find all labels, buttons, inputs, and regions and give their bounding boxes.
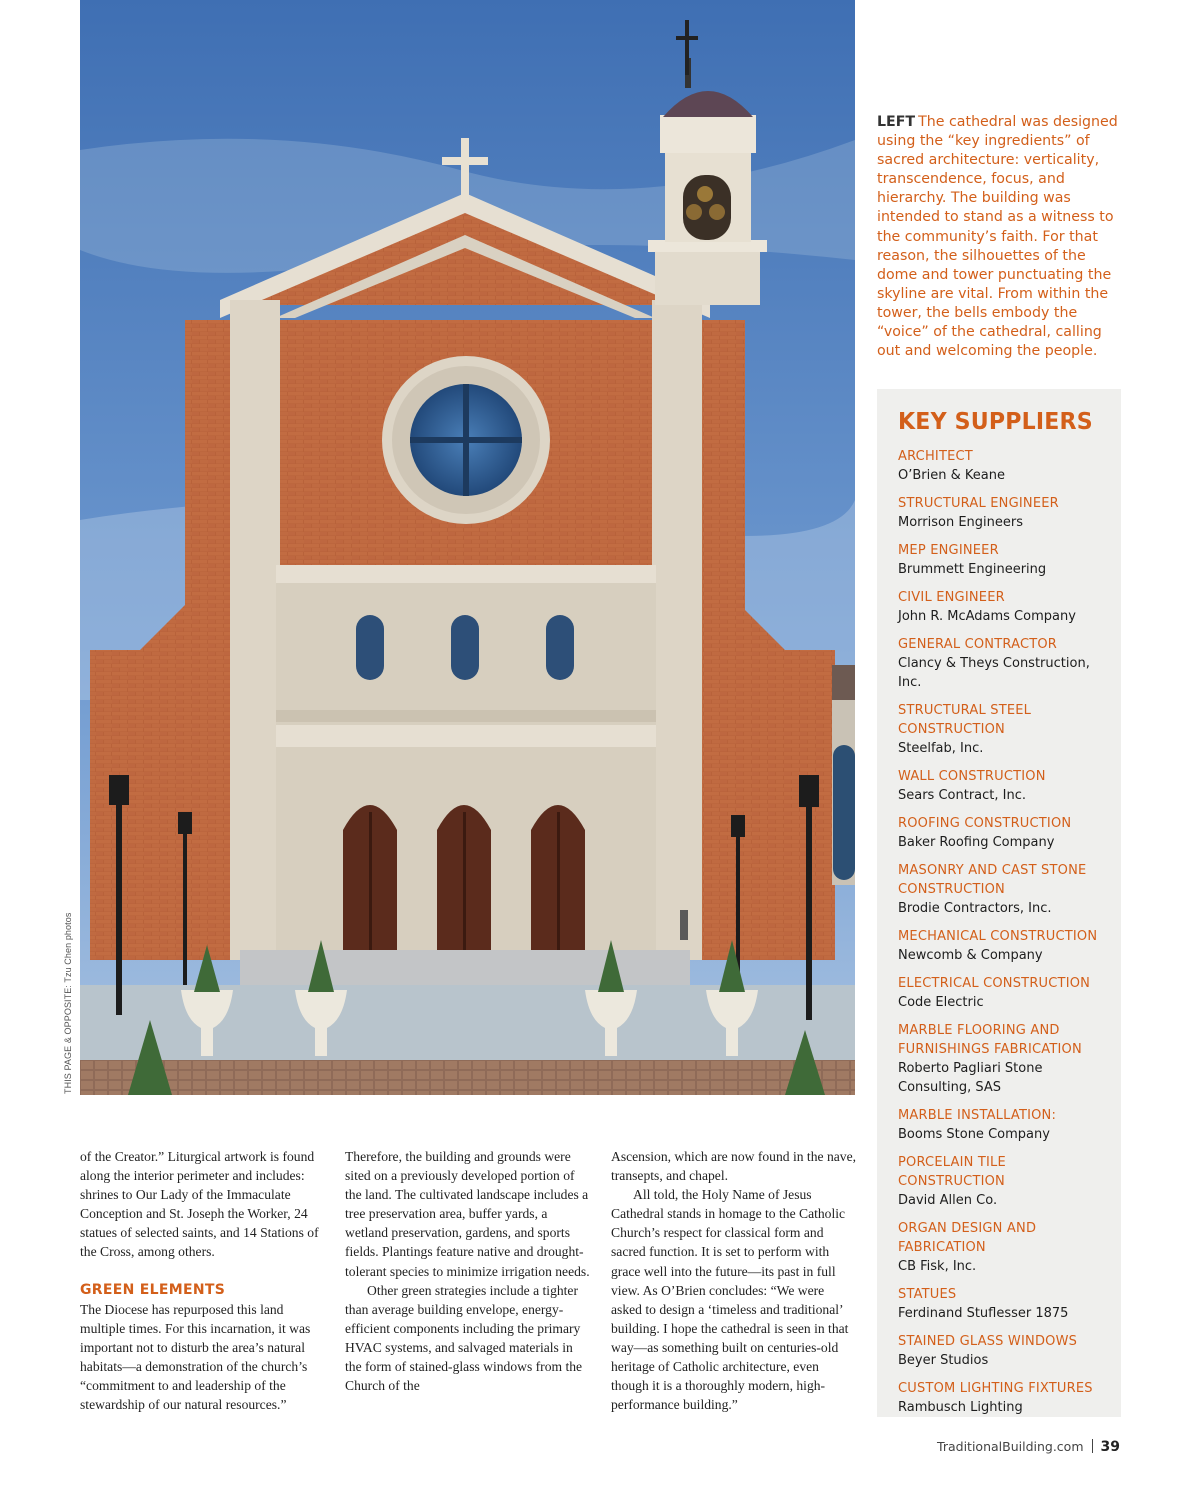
photo-credit: THIS PAGE & OPPOSITE: Tzu Chen photos: [63, 912, 73, 1094]
supplier-entry: [898, 1021, 1109, 1097]
supplier-role: MARBLE FLOORING AND FURNISHINGS FABRICATION: [898, 1023, 1082, 1057]
supplier-name: Brummett Engineering: [898, 562, 1047, 577]
supplier-entry: [898, 494, 1109, 532]
supplier-name: Morrison Engineers: [898, 515, 1024, 530]
supplier-entry: [898, 814, 1109, 852]
supplier-name: David Allen Co.: [898, 1193, 998, 1208]
supplier-entry: [898, 927, 1109, 965]
supplier-role: MARBLE INSTALLATION:: [898, 1108, 1057, 1123]
supplier-entry: [898, 447, 1109, 485]
supplier-name: Roberto Pagliari Stone Consulting, SAS: [898, 1061, 1043, 1095]
key-suppliers-box: [877, 389, 1121, 1417]
paragraph: of the Creator.” Liturgical artwork is found along the interior perimeter and includes: shrines to Our Lady of the Immaculate Conception and St. Joseph the Worker, 24 statues of selected saints, and 14 Stations of the Cross, among others.: [80, 1149, 319, 1260]
supplier-role: ARCHITECT: [898, 449, 973, 464]
supplier-entry: [898, 1219, 1109, 1276]
supplier-name: Brodie Contractors, Inc.: [898, 901, 1052, 916]
supplier-role: ROOFING CONSTRUCTION: [898, 816, 1072, 831]
supplier-name: Baker Roofing Company: [898, 835, 1055, 850]
supplier-role: MEP ENGINEER: [898, 543, 999, 558]
supplier-role: GENERAL CONTRACTOR: [898, 637, 1058, 652]
supplier-role: CIVIL ENGINEER: [898, 590, 1005, 605]
supplier-role: CUSTOM LIGHTING FIXTURES: [898, 1381, 1093, 1396]
supplier-name: Steelfab, Inc.: [898, 741, 984, 756]
paragraph: Ascension, which are now found in the nave, transepts, and chapel.: [611, 1149, 856, 1184]
supplier-name: John R. McAdams Company: [898, 609, 1076, 624]
page-number: 39: [1100, 1439, 1120, 1455]
supplier-name: Booms Stone Company: [898, 1127, 1050, 1142]
supplier-entry: [898, 974, 1109, 1012]
photo-caption: [877, 113, 1125, 361]
supplier-name: Newcomb & Company: [898, 948, 1043, 963]
paragraph: Therefore, the building and grounds were sited on a previously developed portion of the land. The cultivated landscape includes a tree preservation area, buffer yards, a wetland preservation, gardens, and sports fields. Plantings feature native and drought-tolerant species to minimize irrigation needs.: [345, 1149, 590, 1279]
footer-divider: [1092, 1439, 1093, 1453]
supplier-name: Beyer Studios: [898, 1353, 989, 1368]
article-column-3: [611, 1147, 857, 1414]
key-suppliers-title: KEY SUPPLIERS: [898, 409, 1093, 435]
supplier-name: CB Fisk, Inc.: [898, 1259, 977, 1274]
paragraph: Other green strategies include a tighter than average building envelope, energy-efficient components including the primary HVAC systems, and salvaged materials in the form of stained-glass windows from the Church of the: [345, 1282, 583, 1394]
supplier-role: MECHANICAL CONSTRUCTION: [898, 929, 1098, 944]
supplier-role: ELECTRICAL CONSTRUCTION: [898, 976, 1091, 991]
supplier-name: Clancy & Theys Construction, Inc.: [898, 656, 1090, 690]
supplier-entry: [898, 767, 1109, 805]
paragraph: All told, the Holy Name of Jesus Cathedral stands in homage to the Catholic Church’s respect for classical form and sacred function. It is set to perform with grace well into the future—its past in full view. As O’Brien concludes: “We were asked to design a ‘timeless and traditional’ building. I hope the cathedral is seen in that way—as something built on centuries-old heritage of Catholic architecture, even though it is a thoroughly modern, high-performance building.”: [611, 1187, 849, 1413]
website-link[interactable]: TraditionalBuilding.com: [937, 1439, 1084, 1454]
supplier-name: Sears Contract, Inc.: [898, 788, 1027, 803]
supplier-role: ORGAN DESIGN AND FABRICATION: [898, 1221, 1037, 1255]
supplier-name: Rambusch Lighting: [898, 1400, 1023, 1415]
supplier-entry: [898, 701, 1109, 758]
supplier-name: Ferdinand Stuflesser 1875: [898, 1306, 1069, 1321]
supplier-role: STATUES: [898, 1287, 957, 1302]
supplier-role: PORCELAIN TILE CONSTRUCTION: [898, 1155, 1006, 1189]
supplier-entry: [898, 1285, 1109, 1323]
supplier-entry: [898, 1153, 1109, 1210]
supplier-entry: [898, 1332, 1109, 1370]
supplier-role: MASONRY AND CAST STONE CONSTRUCTION: [898, 863, 1087, 897]
article-column-1: [80, 1147, 326, 1414]
caption-lead: LEFT: [877, 114, 916, 130]
paragraph: The Diocese has repurposed this land multiple times. For this incarnation, it was important not to disturb the area’s natural habitats—a demonstration of the church’s “commitment to and leadership of the stewardship of our natural resources.”: [80, 1301, 311, 1413]
supplier-role: WALL CONSTRUCTION: [898, 769, 1046, 784]
supplier-name: Code Electric: [898, 995, 984, 1010]
cathedral-photo: [80, 0, 855, 1095]
supplier-role: STRUCTURAL STEEL CONSTRUCTION: [898, 703, 1032, 737]
supplier-role: STAINED GLASS WINDOWS: [898, 1334, 1078, 1349]
supplier-role: STRUCTURAL ENGINEER: [898, 496, 1059, 511]
article-column-2: [345, 1147, 591, 1395]
section-heading: GREEN ELEMENTS: [80, 1281, 226, 1298]
supplier-list: [898, 447, 1109, 1417]
supplier-entry: [898, 861, 1109, 918]
supplier-name: O’Brien & Keane: [898, 468, 1005, 483]
page-footer: [937, 1439, 1120, 1455]
supplier-entry: [898, 1379, 1109, 1417]
supplier-entry: [898, 635, 1109, 692]
caption-text: The cathedral was designed using the “key ingredients” of sacred architecture: verticality, transcendence, focus, and hierarchy. The building was intended to stand as a witness to the community’s faith. For that reason, the silhouettes of the dome and tower punctuating the skyline are vital. From within the tower, the bells embody the “voice” of the cathedral, calling out and welcoming the people.: [877, 114, 1118, 360]
supplier-entry: [898, 541, 1109, 579]
supplier-entry: [898, 588, 1109, 626]
supplier-entry: [898, 1106, 1109, 1144]
